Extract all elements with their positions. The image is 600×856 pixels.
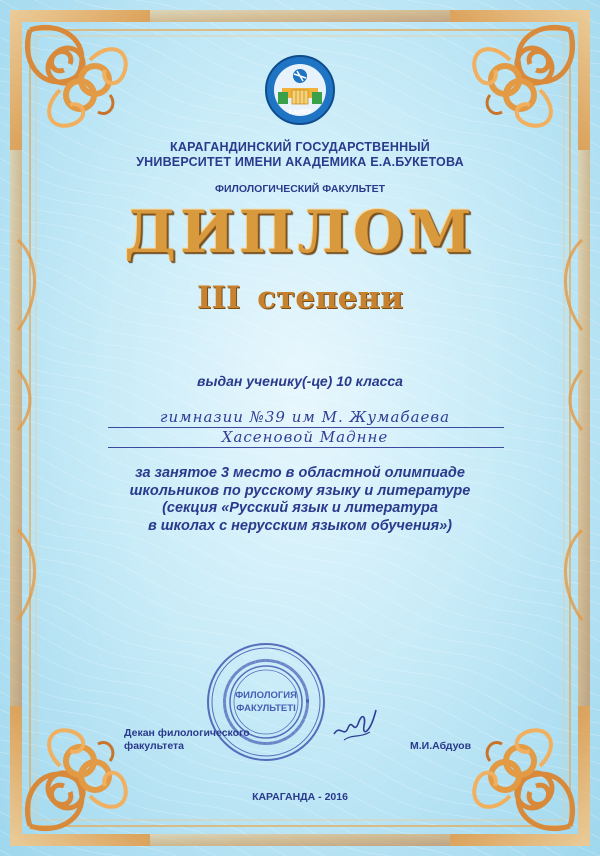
signatory-role-line1: Декан филологического: [124, 727, 250, 739]
diploma-title: ДИПЛОМ: [124, 198, 476, 266]
footer-city-year: КАРАГАНДА - 2016: [252, 791, 348, 803]
faculty-name: ФИЛОЛОГИЧЕСКИЙ ФАКУЛЬТЕТ: [215, 183, 385, 195]
signatory-role: [124, 727, 250, 753]
diploma-degree: III степени: [196, 280, 404, 316]
university-line2: УНИВЕРСИТЕТ ИМЕНИ АКАДЕМИКА Е.А.БУКЕТОВА: [136, 155, 464, 169]
university-name: [100, 140, 500, 170]
signatory-role-line2: факультета: [124, 740, 185, 752]
handwritten-school: гимназии №39 им М. Жумабаева: [159, 408, 451, 426]
university-line1: КАРАГАНДИНСКИЙ ГОСУДАРСТВЕННЫЙ: [170, 140, 430, 154]
award-line: школьников по русскому языку и литературе: [129, 482, 471, 499]
stamp-line2: ФАКУЛЬТЕТІ: [236, 703, 296, 714]
stamp-line1: ФИЛОЛОГИЯ: [235, 690, 297, 701]
award-line: за занятое 3 место в областной олимпиаде: [135, 465, 465, 481]
award-line: (секция «Русский язык и литература: [162, 500, 438, 516]
signatory-name: М.И.Абдуов: [410, 740, 472, 752]
underline-2: [108, 447, 504, 448]
logo-caption: КарМУ: [288, 109, 312, 116]
university-logo: [264, 54, 336, 126]
issued-to-line: выдан ученику(-це) 10 класса: [197, 373, 403, 389]
award-line: в школах с нерусским языком обучения»): [148, 517, 452, 534]
award-text: [70, 465, 530, 535]
handwritten-name: Хасеновой Маднне: [221, 428, 389, 446]
signature: [330, 704, 380, 744]
